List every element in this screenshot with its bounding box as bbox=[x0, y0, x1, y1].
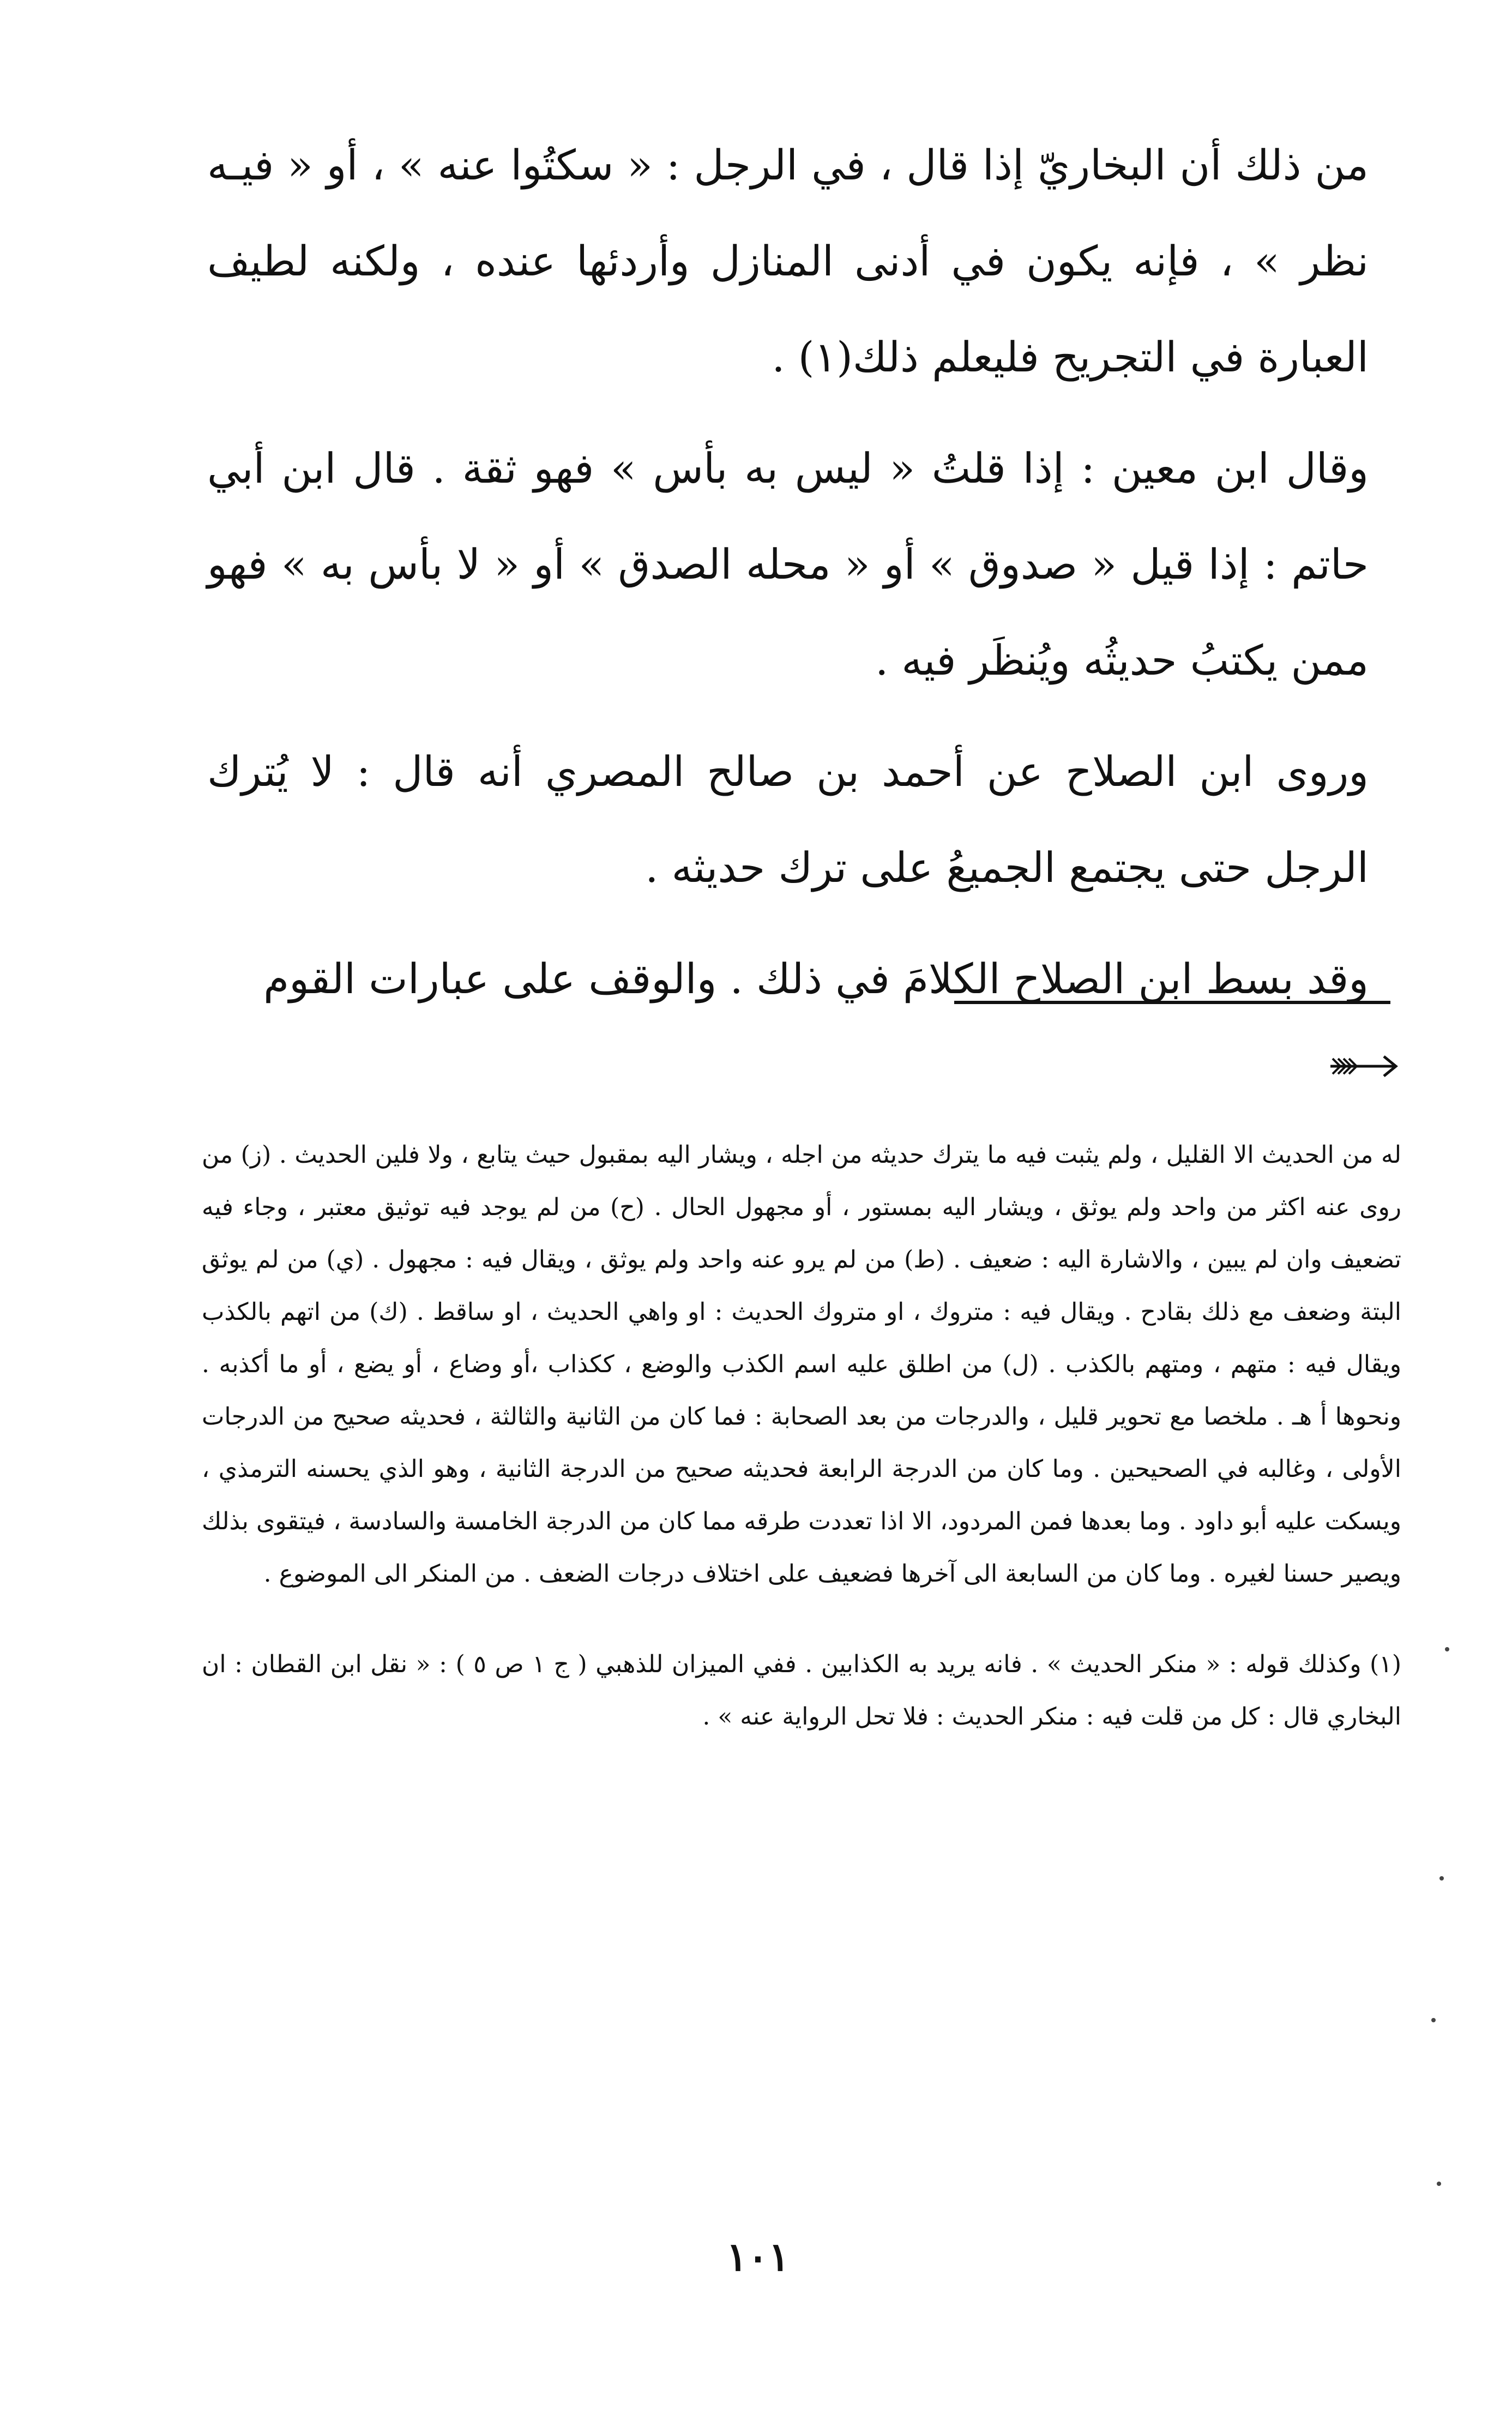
scan-speck bbox=[1439, 1876, 1444, 1881]
scan-speck bbox=[1437, 2182, 1441, 2186]
main-paragraph: من ذلك أن البخاريّ إذا قال ، في الرجل : « سكتُوا عنه » ، أو « فيـه نظر » ، فإنه يكون في أدنى المنازل وأردئها عنده ، ولكنه لطيف العبارة في التجريح فليعلم ذلك(١) . bbox=[207, 141, 1369, 381]
main-paragraph: وقال ابن معين : إذا قلتُ « ليس به بأس » فهو ثقة . قال ابن أبي حاتم : إذا قيل « صدوق » أو « محله الصدق » أو « لا بأس به » فهو ممن يكتبُ حديثُه ويُنظَر فيه . bbox=[207, 444, 1369, 684]
scan-speck bbox=[1431, 2018, 1436, 2022]
arrow-right-icon bbox=[1325, 1050, 1401, 1083]
page-number: ١٠١ bbox=[726, 2233, 790, 2280]
footnote-1: (١) وكذلك قوله : « منكر الحديث » . فانه يريد به الكذابين . ففي الميزان للذهبي ( ج ١ ص ٥ ) : « نقل ابن القطان : ان البخاري قال : كل من قلت فيه : منكر الحديث : فلا تحل الرواية عنه » . bbox=[202, 1650, 1402, 1731]
footnote-continuation: له من الحديث الا القليل ، ولم يثبت فيه ما يترك حديثه من اجله ، ويشار اليه بمقبول حيث يتابع ، ولا فلين الحديث . (ز) من روى عنه اكثر من واحد ولم يوثق ، ويشار اليه بمستور ، أو مجهول الحال . (ح) من لم يوجد فيه توثيق معتبر ، وجاء فيه تضعيف وان لم يبين ، والاشارة اليه : ضعيف . (ط) من لم يرو عنه واحد ولم يوثق ، ويقال فيه : مجهول . (ي) من لم يوثق البتة وضعف مع ذلك بقادح . ويقال فيه : متروك ، او متروك الحديث : او واهي الحديث ، او ساقط . (ك) من اتهم بالكذب ويقال فيه : متهم ، ومتهم بالكذب . (ل) من اطلق عليه اسم الكذب والوضع ، ككذاب ،أو وضاع ، أو يضع ، أو ما أكذبه . ونحوها أ هـ . ملخصا مع تحوير قليل ، والدرجات من بعد الصحابة : فما كان من الثانية والثالثة ، فحديثه صحيح من الدرجات الأولى ، وغالبه في الصحيحين . وما كان من الدرجة الرابعة فحديثه صحيح من الدرجة الثانية ، وهو الذي يحسنه الترمذي ، ويسكت عليه أبو داود . وما بعدها فمن المردود، الا اذا تعددت طرقه مما كان من الدرجة الخامسة والسادسة ، فيتقوى بذلك ويصير حسنا لغيره . وما كان من السابعة الى آخرها فضعيف على اختلاف درجات الضعف . من المنكر الى الموضوع . bbox=[202, 1141, 1402, 1588]
main-paragraph: وقد بسط ابن الصلاح الكلامَ في ذلك . والوقف على عبارات القوم bbox=[263, 954, 1369, 1003]
scan-speck bbox=[1445, 1647, 1449, 1651]
footnote-separator bbox=[954, 1001, 1390, 1004]
main-text-block bbox=[207, 117, 1369, 1042]
main-paragraph: وروى ابن الصلاح عن أحمد بن صالح المصري أنه قال : لا يُترك الرجل حتى يجتمع الجميعُ على ترك حديثه . bbox=[207, 747, 1369, 892]
footnotes-block bbox=[202, 1129, 1401, 1743]
